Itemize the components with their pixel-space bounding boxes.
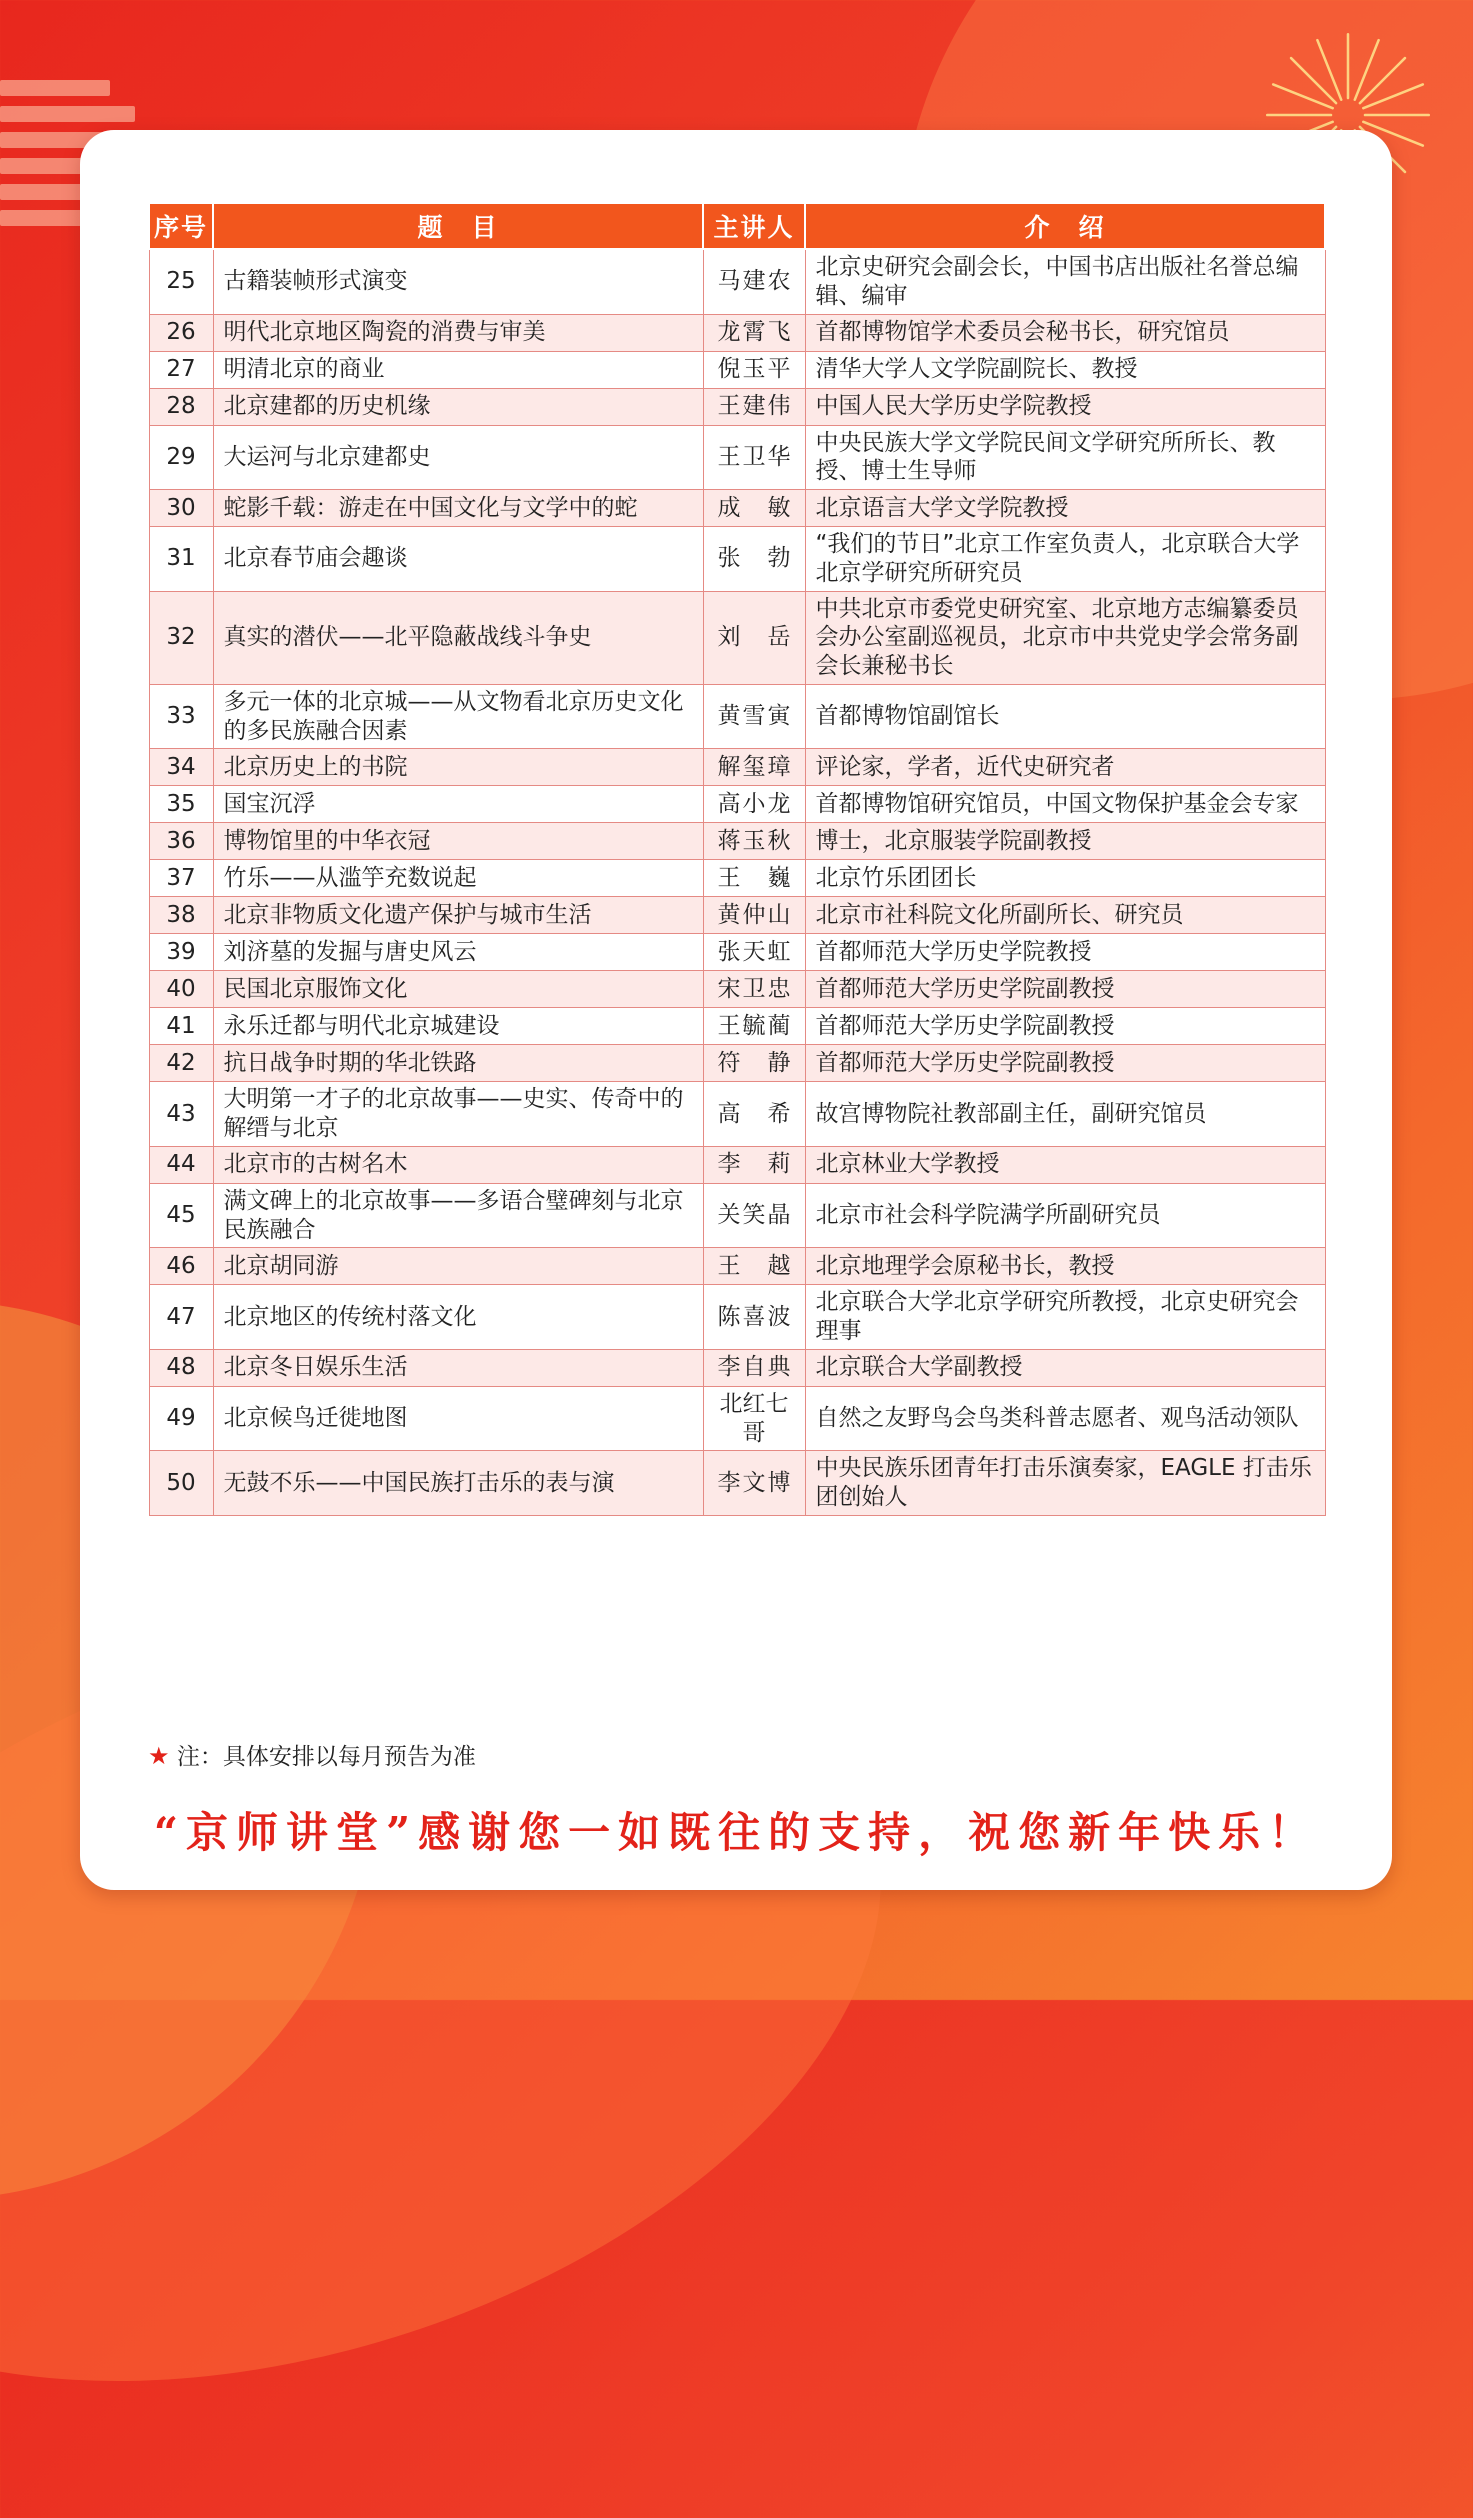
row-number: 43: [149, 1082, 213, 1147]
speaker-name: 王卫华: [703, 425, 805, 490]
lecture-title: 博物馆里的中华衣冠: [213, 823, 703, 860]
speaker-name: 关笑晶: [703, 1183, 805, 1248]
speaker-intro: 首都师范大学历史学院副教授: [805, 971, 1325, 1008]
table-row: [149, 1349, 1325, 1386]
row-number: 45: [149, 1183, 213, 1248]
header-speaker: 主讲人: [703, 203, 805, 249]
row-number: 47: [149, 1285, 213, 1350]
table-row: [149, 934, 1325, 971]
header-intro: 介 绍: [805, 203, 1325, 249]
lecture-title: 北京胡同游: [213, 1248, 703, 1285]
lecture-title: 明清北京的商业: [213, 351, 703, 388]
lecture-title: 无鼓不乐——中国民族打击乐的表与演: [213, 1451, 703, 1516]
speaker-intro: 中共北京市委党史研究室、北京地方志编纂委员会办公室副巡视员，北京市中共党史学会常务副会长兼秘书长: [805, 591, 1325, 684]
row-number: 48: [149, 1349, 213, 1386]
lecture-title: 满文碑上的北京故事——多语合璧碑刻与北京民族融合: [213, 1183, 703, 1248]
row-number: 31: [149, 527, 213, 592]
schedule-card: [80, 130, 1392, 1890]
row-number: 28: [149, 388, 213, 425]
speaker-intro: 中央民族大学文学院民间文学研究所所长、教授、博士生导师: [805, 425, 1325, 490]
speaker-name: 黄仲山: [703, 897, 805, 934]
row-number: 26: [149, 314, 213, 351]
lecture-title: 大运河与北京建都史: [213, 425, 703, 490]
row-number: 38: [149, 897, 213, 934]
speaker-name: 宋卫忠: [703, 971, 805, 1008]
row-number: 36: [149, 823, 213, 860]
lecture-title: 民国北京服饰文化: [213, 971, 703, 1008]
table-row: [149, 425, 1325, 490]
speaker-name: 成 敏: [703, 490, 805, 527]
speaker-intro: 北京林业大学教授: [805, 1146, 1325, 1183]
lecture-title: 刘济墓的发掘与唐史风云: [213, 934, 703, 971]
lecture-title: 北京市的古树名木: [213, 1146, 703, 1183]
speaker-name: 张天虹: [703, 934, 805, 971]
speaker-name: 倪玉平: [703, 351, 805, 388]
table-row: [149, 591, 1325, 684]
lecture-title: 大明第一才子的北京故事——史实、传奇中的解缙与北京: [213, 1082, 703, 1147]
table-row: [149, 1082, 1325, 1147]
lecture-title: 北京冬日娱乐生活: [213, 1349, 703, 1386]
lecture-title: 永乐迁都与明代北京城建设: [213, 1008, 703, 1045]
speaker-name: 陈喜波: [703, 1285, 805, 1350]
table-row: [149, 351, 1325, 388]
speaker-intro: 自然之友野鸟会鸟类科普志愿者、观鸟活动领队: [805, 1386, 1325, 1451]
table-row: [149, 1183, 1325, 1248]
row-number: 30: [149, 490, 213, 527]
speaker-name: 蒋玉秋: [703, 823, 805, 860]
table-row: [149, 490, 1325, 527]
speaker-intro: 评论家，学者，近代史研究者: [805, 749, 1325, 786]
table-row: [149, 1248, 1325, 1285]
row-number: 42: [149, 1045, 213, 1082]
lecture-title: 国宝沉浮: [213, 786, 703, 823]
lecture-title: 北京春节庙会趣谈: [213, 527, 703, 592]
table-row: [149, 971, 1325, 1008]
row-number: 33: [149, 684, 213, 749]
speaker-intro: 首都博物馆研究馆员，中国文物保护基金会专家: [805, 786, 1325, 823]
table-row: [149, 388, 1325, 425]
row-number: 37: [149, 860, 213, 897]
lecture-title: 抗日战争时期的华北铁路: [213, 1045, 703, 1082]
table-row: [149, 823, 1325, 860]
table-row: [149, 249, 1325, 314]
speaker-intro: 首都师范大学历史学院副教授: [805, 1008, 1325, 1045]
speaker-intro: 北京语言大学文学院教授: [805, 490, 1325, 527]
row-number: 27: [149, 351, 213, 388]
row-number: 40: [149, 971, 213, 1008]
speaker-intro: 首都师范大学历史学院副教授: [805, 1045, 1325, 1082]
lecture-title: 明代北京地区陶瓷的消费与审美: [213, 314, 703, 351]
row-number: 41: [149, 1008, 213, 1045]
table-header-row: [149, 203, 1325, 249]
speaker-intro: 北京史研究会副会长，中国书店出版社名誉总编辑、编审: [805, 249, 1325, 314]
row-number: 39: [149, 934, 213, 971]
lecture-title: 北京建都的历史机缘: [213, 388, 703, 425]
speaker-name: 王毓蔺: [703, 1008, 805, 1045]
lecture-title: 竹乐——从滥竽充数说起: [213, 860, 703, 897]
row-number: 44: [149, 1146, 213, 1183]
speaker-intro: 北京联合大学副教授: [805, 1349, 1325, 1386]
table-row: [149, 1285, 1325, 1350]
row-number: 46: [149, 1248, 213, 1285]
speaker-name: 李文博: [703, 1451, 805, 1516]
speaker-intro: 清华大学人文学院副院长、教授: [805, 351, 1325, 388]
speaker-intro: 北京市社会科学院满学所副研究员: [805, 1183, 1325, 1248]
table-row: [149, 1146, 1325, 1183]
footnote-text: 注：具体安排以每月预告为准: [176, 1744, 476, 1770]
header-number: 序号: [149, 203, 213, 249]
speaker-name: 张 勃: [703, 527, 805, 592]
speaker-intro: 北京联合大学北京学研究所教授，北京史研究会理事: [805, 1285, 1325, 1350]
table-row: [149, 684, 1325, 749]
speaker-name: 王 越: [703, 1248, 805, 1285]
speaker-name: 符 静: [703, 1045, 805, 1082]
speaker-intro: 北京地理学会原秘书长，教授: [805, 1248, 1325, 1285]
table-row: [149, 527, 1325, 592]
footnote: [148, 1738, 476, 1771]
speaker-intro: 北京竹乐团团长: [805, 860, 1325, 897]
speaker-name: 高小龙: [703, 786, 805, 823]
speaker-intro: 北京市社科院文化所副所长、研究员: [805, 897, 1325, 934]
speaker-intro: 首都博物馆副馆长: [805, 684, 1325, 749]
speaker-intro: 中央民族乐团青年打击乐演奏家，EAGLE 打击乐团创始人: [805, 1451, 1325, 1516]
speaker-name: 王 巍: [703, 860, 805, 897]
table-row: [149, 314, 1325, 351]
lecture-title: 北京候鸟迁徙地图: [213, 1386, 703, 1451]
table-row: [149, 860, 1325, 897]
speaker-intro: 首都博物馆学术委员会秘书长，研究馆员: [805, 314, 1325, 351]
speaker-name: 王建伟: [703, 388, 805, 425]
table-row: [149, 786, 1325, 823]
lecture-title: 多元一体的北京城——从文物看北京历史文化的多民族融合因素: [213, 684, 703, 749]
speaker-name: 李 莉: [703, 1146, 805, 1183]
row-number: 35: [149, 786, 213, 823]
lecture-title: 北京地区的传统村落文化: [213, 1285, 703, 1350]
speaker-name: 李自典: [703, 1349, 805, 1386]
table-row: [149, 897, 1325, 934]
table-row: [149, 749, 1325, 786]
row-number: 29: [149, 425, 213, 490]
lecture-table: [148, 202, 1326, 1516]
row-number: 25: [149, 249, 213, 314]
speaker-name: 龙霄飞: [703, 314, 805, 351]
row-number: 34: [149, 749, 213, 786]
lecture-title: 北京历史上的书院: [213, 749, 703, 786]
table-row: [149, 1451, 1325, 1516]
lecture-title: 古籍装帧形式演变: [213, 249, 703, 314]
row-number: 32: [149, 591, 213, 684]
new-year-greeting: “京师讲堂”感谢您一如既往的支持，祝您新年快乐！: [153, 1808, 1319, 1857]
speaker-intro: 故宫博物院社教部副主任，副研究馆员: [805, 1082, 1325, 1147]
row-number: 49: [149, 1386, 213, 1451]
header-title: 题 目: [213, 203, 703, 249]
table-row: [149, 1045, 1325, 1082]
speaker-name: 解玺璋: [703, 749, 805, 786]
speaker-intro: “我们的节日”北京工作室负责人，北京联合大学北京学研究所研究员: [805, 527, 1325, 592]
star-icon: ★: [148, 1742, 170, 1770]
table-row: [149, 1008, 1325, 1045]
speaker-name: 马建农: [703, 249, 805, 314]
lecture-title: 北京非物质文化遗产保护与城市生活: [213, 897, 703, 934]
speaker-name: 高 希: [703, 1082, 805, 1147]
lecture-title: 真实的潜伏——北平隐蔽战线斗争史: [213, 591, 703, 684]
speaker-name: 黄雪寅: [703, 684, 805, 749]
speaker-intro: 博士，北京服装学院副教授: [805, 823, 1325, 860]
row-number: 50: [149, 1451, 213, 1516]
lecture-title: 蛇影千载：游走在中国文化与文学中的蛇: [213, 490, 703, 527]
speaker-name: 刘 岳: [703, 591, 805, 684]
table-row: [149, 1386, 1325, 1451]
speaker-name: 北红七哥: [703, 1386, 805, 1451]
speaker-intro: 中国人民大学历史学院教授: [805, 388, 1325, 425]
speaker-intro: 首都师范大学历史学院教授: [805, 934, 1325, 971]
